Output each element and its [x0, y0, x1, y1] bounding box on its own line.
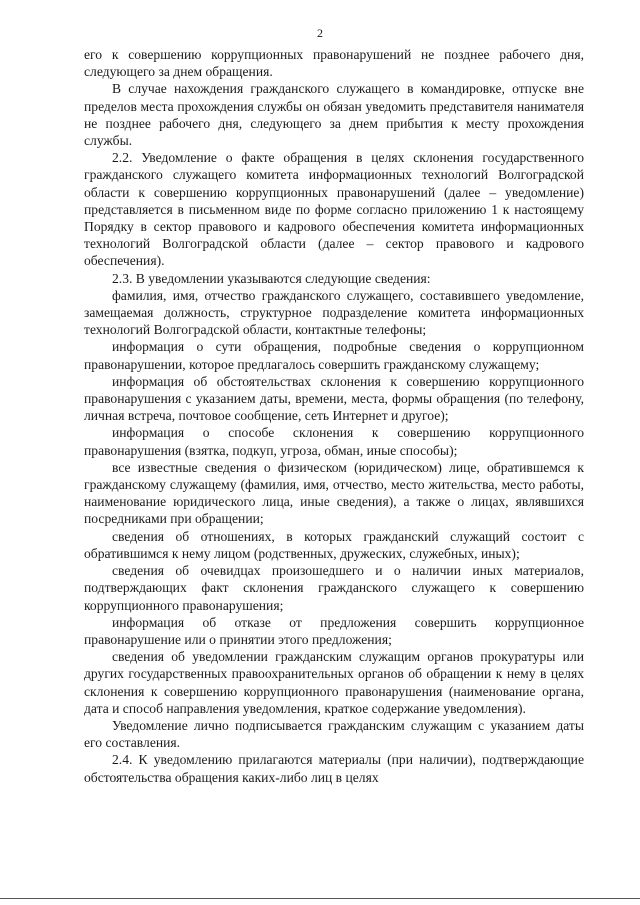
paragraph: фамилия, имя, отчество гражданского служащего, составившего уведомление, замещаемая должность, структурное подразделение комитета информационных технологий Волгоградской области, контактные телефоны; [84, 287, 584, 338]
document-body [84, 46, 584, 786]
paragraph: его к совершению коррупционных правонарушений не позднее рабочего дня, следующего за днем обращения. [84, 47, 584, 80]
paragraph: Уведомление лично подписывается гражданским служащим с указанием даты его составления. [84, 717, 584, 751]
paragraph: информация о способе склонения к совершению коррупционного правонарушения (взятка, подкуп, угроза, обман, иные способы); [84, 425, 584, 458]
paragraph: все известные сведения о физическом (юридическом) лице, обратившемся к гражданскому служащему (фамилия, имя, отчество, место жительства, место работы, наименование юридического лица, иные сведения), а также о лицах, являвшихся посредниками при обращении; [84, 459, 584, 527]
paragraph: сведения об отношениях, в которых гражданский служащий состоит с обратившимся к нему лицом (родственных, дружеских, служебных, иных); [84, 528, 584, 561]
paragraph: 2.3. В уведомлении указываются следующие сведения: [112, 270, 431, 286]
paragraph: В случае нахождения гражданского служащего в командировке, отпуске вне пределов места прохождения службы он обязан уведомить представителя нанимателя не позднее рабочего дня, следующего за днем прибытия к месту прохождения службы. [84, 81, 584, 149]
paragraph: информация об отказе от предложения совершить коррупционное правонарушение или о принятии этого предложения; [84, 614, 584, 647]
paragraph: 2.4. К уведомлению прилагаются материалы (при наличии), подтверждающие обстоятельства обращения каких-либо лиц в целях [84, 752, 584, 785]
paragraph: 2.2. Уведомление о факте обращения в целях склонения государственного гражданского служащего комитета информационных технологий Волгоградской области к совершению коррупционных правонарушений (далее – уведомление) представляется в письменном виде по форме согласно приложению 1 к настоящему Порядку в сектор правового и кадрового обеспечения комитета информационных технологий Волгоградской области (далее – сектор правового и кадрового обеспечения). [84, 150, 584, 269]
paragraph: информация об обстоятельствах склонения к совершению коррупционного правонарушения с указанием даты, времени, места, формы обращения (по телефону, личная встреча, почтовое сообщение, сеть Интернет и другое); [84, 373, 584, 424]
scan-edge-divider [0, 898, 640, 899]
paragraph: сведения об уведомлении гражданским служащим органов прокуратуры или других государственных правоохранительных органов об обращении к нему в целях склонения к совершению коррупционного правонарушения (наименование органа, дата и способ направления уведомления, краткое содержание уведомления). [84, 649, 584, 716]
page-number: 2 [317, 26, 323, 40]
paragraph: сведения об очевидцах произошедшего и о наличии иных материалов, подтверждающих факт склонения гражданского служащего к совершению коррупционного правонарушения; [84, 563, 584, 613]
paragraph: информация о сути обращения, подробные сведения о коррупционном правонарушении, которое предлагалось совершить гражданскому служащему; [84, 339, 584, 372]
